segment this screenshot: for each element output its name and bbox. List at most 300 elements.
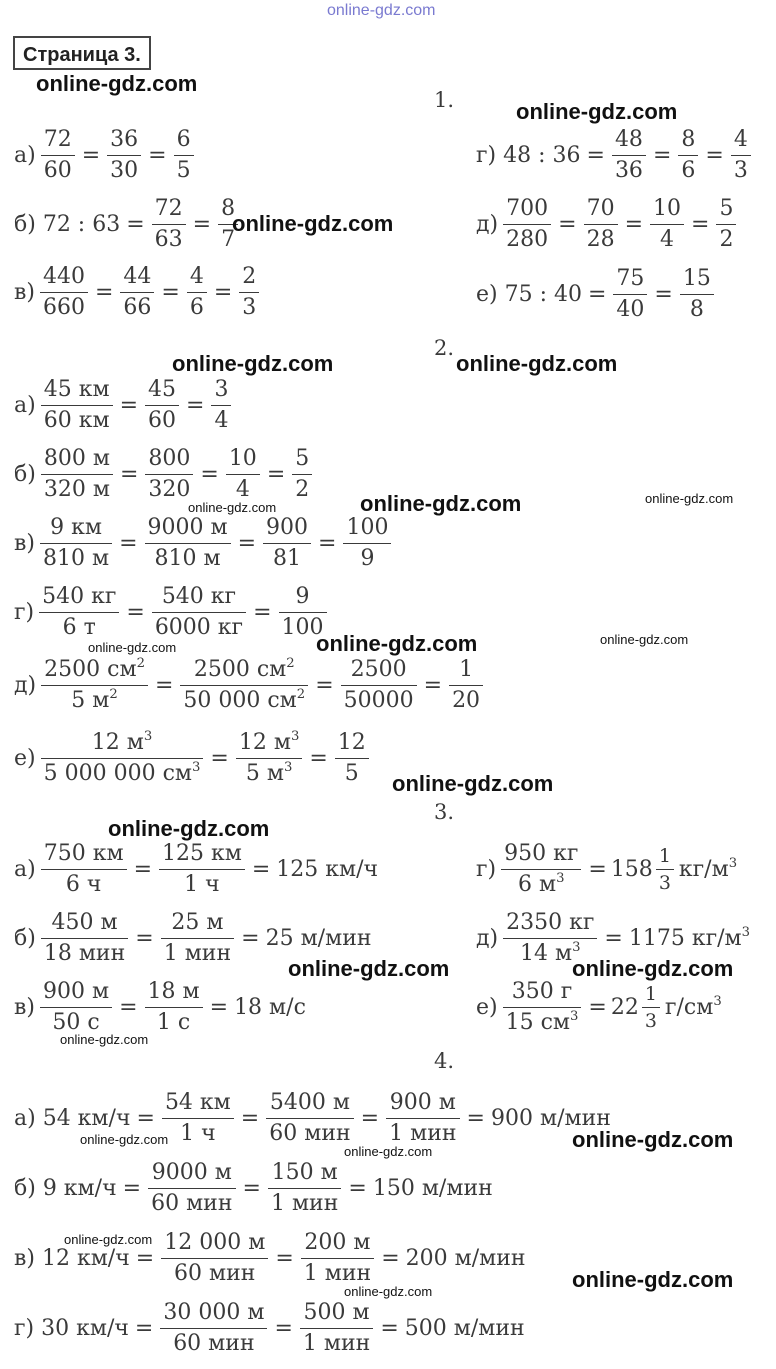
watermark: online-gdz.com	[456, 351, 618, 376]
fraction	[162, 1090, 234, 1147]
fraction	[120, 264, 154, 321]
denominator: 5 000 000 $см^3$	[41, 758, 204, 787]
task-label: г)	[476, 856, 497, 882]
numerator: 5400 м	[269, 1089, 350, 1115]
denominator: 66	[120, 292, 154, 321]
task1-e	[474, 264, 717, 324]
task-label: г)	[14, 599, 35, 625]
equals-sign: =	[586, 142, 605, 168]
denominator: 60 мин	[160, 1328, 267, 1357]
equals-sign: =	[213, 279, 233, 305]
denominator: 3	[656, 869, 674, 894]
fraction	[341, 657, 417, 714]
fraction	[152, 584, 246, 641]
fraction	[107, 127, 141, 184]
watermark: online-gdz.com	[392, 771, 554, 796]
page-label: Страница 3.	[13, 36, 151, 70]
denominator: 36	[612, 155, 646, 184]
task-label: а)	[14, 142, 36, 168]
task-label: д)	[476, 211, 499, 237]
denominator: 810 м	[145, 543, 231, 572]
equals-sign: =	[588, 856, 607, 882]
task-label: б)	[14, 925, 36, 951]
fraction	[40, 979, 112, 1036]
fraction	[160, 1300, 267, 1357]
task4-b	[12, 1158, 495, 1218]
expression-text: $г/см^3$	[664, 993, 722, 1020]
fraction	[41, 841, 127, 898]
watermark: online-gdz.com	[572, 956, 734, 981]
denominator: 50 000 $см^2$	[180, 685, 308, 714]
equals-sign: =	[253, 599, 272, 625]
numerator: 70	[586, 195, 615, 221]
numerator: 800	[148, 445, 191, 471]
watermark-small: online-gdz.com	[344, 1284, 433, 1299]
watermark: online-gdz.com	[172, 351, 334, 376]
numerator: 45	[148, 376, 176, 402]
numerator: 2500 $см^2$	[44, 655, 145, 682]
denominator: 1 ч	[159, 869, 245, 898]
denominator: 1 мин	[161, 938, 234, 967]
watermark: online-gdz.com	[516, 99, 678, 124]
equals-sign: =	[241, 925, 260, 951]
denominator: 6 $м^3$	[501, 869, 581, 898]
fraction	[145, 446, 193, 503]
fraction	[268, 1160, 341, 1217]
numerator: 72	[43, 126, 72, 152]
fraction	[41, 127, 75, 184]
numerator: 8	[221, 195, 236, 221]
fraction	[148, 1160, 235, 1217]
numerator: 440	[42, 263, 85, 289]
fraction	[650, 196, 684, 253]
fraction	[680, 266, 714, 323]
watermark-small: online-gdz.com	[344, 1144, 433, 1159]
numerator: 8	[681, 126, 696, 152]
fraction	[211, 377, 231, 434]
exponent: 3	[556, 870, 565, 886]
denominator: 60	[41, 155, 75, 184]
equals-sign: =	[119, 461, 139, 487]
equals-sign: =	[242, 1175, 261, 1201]
denominator: 50000	[341, 685, 417, 714]
task-label: в)	[14, 994, 35, 1020]
task-label: б) 9 км/ч	[14, 1175, 117, 1201]
numerator: 900 м	[42, 978, 110, 1004]
denominator: 50 с	[40, 1007, 112, 1036]
equals-sign: =	[192, 211, 212, 237]
task1-a	[12, 125, 197, 185]
expression-text: 900 м/мин	[490, 1105, 611, 1131]
watermark: online-gdz.com	[572, 1267, 734, 1292]
numerator: 25 м	[171, 909, 224, 935]
denominator: 1 мин	[268, 1188, 341, 1217]
denominator: 60 мин	[148, 1188, 235, 1217]
denominator: 810 м	[40, 543, 112, 572]
exponent: 2	[136, 655, 145, 671]
numerator: 9000 м	[151, 1159, 232, 1185]
task2-v	[12, 513, 394, 573]
numerator: 100	[346, 514, 389, 540]
task-label: б)	[14, 461, 36, 487]
fraction	[292, 446, 312, 503]
equals-sign: =	[94, 279, 114, 305]
denominator: 320 м	[41, 474, 113, 503]
fraction	[386, 1090, 459, 1147]
denominator: 60 км	[41, 405, 113, 434]
denominator: 60 мин	[266, 1118, 353, 1147]
watermark-small: online-gdz.com	[600, 632, 689, 647]
equals-sign: =	[652, 142, 672, 168]
exponent: 3	[728, 855, 738, 871]
denominator: 1 с	[145, 1007, 203, 1036]
denominator: 5 $м^2$	[41, 685, 148, 714]
fraction	[584, 196, 618, 253]
equals-sign: =	[210, 745, 229, 771]
equals-sign: =	[148, 142, 167, 168]
equals-sign: =	[186, 392, 205, 418]
denominator: 280	[503, 224, 551, 253]
denominator: 3	[642, 1007, 660, 1032]
denominator: 15 $см^3$	[503, 1007, 582, 1036]
denominator: 4	[211, 405, 231, 434]
exponent: 3	[572, 939, 581, 955]
equals-sign: =	[200, 461, 219, 487]
equals-sign: =	[136, 1105, 155, 1131]
numerator: 540 кг	[161, 583, 237, 609]
task-label: в)	[14, 530, 35, 556]
numerator: 700	[506, 195, 549, 221]
numerator: 45 км	[43, 376, 110, 402]
section-1-number: 1.	[434, 88, 455, 112]
equals-sign: =	[588, 994, 607, 1020]
fraction	[41, 377, 113, 434]
exponent: 2	[286, 655, 295, 671]
equals-sign: =	[135, 1245, 155, 1271]
site-header-watermark[interactable]: online-gdz.com	[327, 2, 436, 19]
equals-sign: =	[134, 1315, 154, 1341]
numerator: 9 км	[50, 514, 102, 540]
expression-text: 1175 $кг/м^3$	[628, 924, 751, 951]
numerator: 3	[214, 376, 229, 402]
denominator: 1 мин	[386, 1118, 459, 1147]
fraction	[41, 910, 128, 967]
fraction	[41, 730, 204, 787]
numerator: 900 м	[389, 1089, 456, 1115]
task3-e	[474, 977, 724, 1037]
denominator: 18 мин	[41, 938, 128, 967]
section-4-number: 4.	[434, 1049, 455, 1073]
equals-sign: =	[119, 530, 138, 556]
task-label: д)	[14, 672, 37, 698]
fraction	[239, 264, 259, 321]
equals-sign: =	[624, 211, 644, 237]
numerator: 750 км	[43, 840, 124, 866]
task-label: е) 75 : 40	[476, 281, 582, 307]
expression-text: $кг/м^3$	[678, 855, 738, 882]
numerator: 5	[295, 445, 310, 471]
denominator: 2	[292, 474, 312, 503]
equals-sign: =	[154, 672, 174, 698]
denominator: 7	[218, 224, 238, 253]
equals-sign: =	[126, 599, 145, 625]
watermark-small: online-gdz.com	[80, 1132, 169, 1147]
fraction	[161, 910, 234, 967]
fraction	[226, 446, 260, 503]
exponent: 2	[109, 686, 118, 702]
fraction	[716, 196, 736, 253]
watermark: online-gdz.com	[316, 631, 478, 656]
task1-v	[12, 262, 262, 322]
fraction	[187, 264, 207, 321]
denominator: 3	[731, 155, 751, 184]
equals-sign: =	[251, 856, 271, 882]
task1-g	[474, 125, 754, 185]
exponent: 3	[192, 759, 201, 775]
denominator: 9	[343, 543, 391, 572]
numerator: 1	[644, 982, 657, 1005]
numerator: 200 м	[304, 1229, 371, 1255]
watermark: online-gdz.com	[108, 816, 270, 841]
denominator: 6	[187, 292, 207, 321]
section-3-number: 3.	[434, 800, 455, 824]
denominator: 14 $м^3$	[503, 938, 597, 967]
numerator: 12 $м^3$	[91, 728, 153, 755]
denominator: 100	[279, 612, 327, 641]
task2-g	[12, 582, 330, 642]
fraction	[145, 377, 179, 434]
equals-sign: =	[240, 1105, 260, 1131]
denominator: 28	[584, 224, 618, 253]
denominator: 3	[239, 292, 259, 321]
numerator: 4	[189, 263, 204, 289]
numerator: 150 м	[271, 1159, 338, 1185]
fraction	[145, 515, 231, 572]
numerator: 950 кг	[504, 840, 579, 866]
denominator: 20	[449, 685, 483, 714]
numerator: 2	[242, 263, 257, 289]
numerator: 44	[123, 263, 152, 289]
denominator: 660	[40, 292, 88, 321]
equals-sign: =	[309, 745, 328, 771]
watermark: online-gdz.com	[288, 956, 450, 981]
equals-sign: =	[604, 925, 623, 951]
task1-d	[474, 194, 739, 254]
denominator: 6 ч	[41, 869, 127, 898]
task-label: е)	[14, 745, 36, 771]
denominator: 60	[145, 405, 179, 434]
numerator: 1	[658, 844, 671, 867]
fraction	[613, 266, 647, 323]
fraction	[449, 657, 483, 714]
equals-sign: =	[119, 994, 138, 1020]
equals-sign: =	[318, 530, 337, 556]
exponent: 3	[283, 759, 293, 775]
task1-b	[12, 194, 241, 254]
task2-b	[12, 444, 315, 504]
fraction	[266, 1090, 353, 1147]
numerator: 450 м	[51, 909, 118, 935]
denominator: 5	[335, 758, 369, 787]
numerator: 125 км	[162, 840, 242, 866]
denominator: 2	[716, 224, 736, 253]
fraction	[40, 515, 112, 572]
numerator: 12	[337, 729, 366, 755]
equals-sign: =	[81, 142, 101, 168]
numerator: 30 000 м	[163, 1299, 265, 1325]
denominator: 6	[678, 155, 698, 184]
task-label: е)	[476, 994, 498, 1020]
task-label: а)	[14, 856, 36, 882]
denominator: 8	[680, 294, 714, 323]
equals-sign: =	[275, 1245, 294, 1271]
fraction	[612, 127, 646, 184]
fraction	[731, 127, 751, 184]
expression-text: 200 м/мин	[405, 1245, 526, 1271]
equals-sign: =	[380, 1315, 399, 1341]
denominator: 5	[174, 155, 194, 184]
numerator: 5	[719, 195, 734, 221]
task3-a	[12, 839, 380, 899]
equals-sign: =	[466, 1105, 485, 1131]
fraction	[40, 264, 88, 321]
numerator: 9	[295, 583, 310, 609]
fraction	[41, 657, 148, 714]
numerator: 2500 $см^2$	[193, 655, 295, 682]
numerator: 72	[154, 195, 183, 221]
watermark-small: online-gdz.com	[645, 491, 734, 506]
numerator: 12 $м^3$	[238, 728, 300, 755]
numerator: 10	[228, 445, 257, 471]
task2-d	[12, 655, 486, 715]
denominator: 40	[613, 294, 647, 323]
equals-sign: =	[360, 1105, 380, 1131]
expression-text: 500 м/мин	[404, 1315, 525, 1341]
equals-sign: =	[237, 530, 257, 556]
numerator: 54 км	[164, 1089, 231, 1115]
fraction	[343, 515, 391, 572]
watermark: online-gdz.com	[360, 491, 522, 516]
section-2-number: 2.	[434, 336, 455, 360]
denominator: 320	[145, 474, 193, 503]
expression-text: 18 м/с	[234, 994, 306, 1020]
fraction	[503, 196, 551, 253]
numerator: 800 м	[43, 445, 110, 471]
numerator: 900	[266, 514, 309, 540]
numerator: 75	[616, 265, 645, 291]
expression-text: 125 км/ч	[276, 856, 379, 882]
equals-sign: =	[133, 856, 152, 882]
numerator: 2350 кг	[506, 909, 595, 935]
task2-a	[12, 375, 234, 435]
equals-sign: =	[315, 672, 334, 698]
task-label: б) 72 : 63	[14, 211, 121, 237]
numerator: 500 м	[303, 1299, 370, 1325]
equals-sign: =	[266, 461, 286, 487]
denominator: 1 мин	[300, 1328, 373, 1357]
numerator: 36	[110, 126, 139, 152]
fraction	[678, 127, 698, 184]
exponent: 3	[713, 993, 722, 1009]
fraction	[152, 196, 186, 253]
equals-sign: =	[705, 142, 724, 168]
denominator: 1 ч	[162, 1118, 234, 1147]
task2-e	[12, 728, 372, 788]
numerator: 2500	[350, 656, 407, 682]
numerator: 12 000 м	[164, 1229, 266, 1255]
task-label: г) 30 км/ч	[14, 1315, 129, 1341]
mixed-number: 22 $\frac{1}{3}$	[611, 983, 663, 1032]
mixed-number: 158 $\frac{1}{3}$	[611, 845, 677, 894]
watermark-small: online-gdz.com	[64, 1232, 153, 1247]
fraction	[503, 979, 582, 1036]
fraction	[301, 1230, 374, 1287]
equals-sign: =	[381, 1245, 400, 1271]
denominator: 5 $м^3$	[236, 758, 303, 787]
task-label: в) 12 км/ч	[14, 1245, 130, 1271]
fraction	[642, 983, 660, 1032]
watermark: online-gdz.com	[36, 71, 198, 96]
denominator: 1 мин	[301, 1258, 374, 1287]
watermark-small: online-gdz.com	[188, 500, 277, 515]
equals-sign: =	[209, 994, 229, 1020]
fraction	[501, 841, 581, 898]
watermark-small: online-gdz.com	[60, 1032, 149, 1047]
watermark: online-gdz.com	[572, 1127, 734, 1152]
task-label: а)	[14, 392, 36, 418]
numerator: 6	[176, 126, 191, 152]
exponent: 3	[570, 1008, 579, 1024]
expression-text: 25 м/мин	[265, 925, 372, 951]
equals-sign: =	[348, 1175, 367, 1201]
numerator: 9000 м	[147, 514, 228, 540]
numerator: 48	[614, 126, 643, 152]
task-label: г) 48 : 36	[476, 142, 581, 168]
task4-g	[12, 1298, 527, 1358]
denominator: 4	[650, 224, 684, 253]
task-label: а) 54 км/ч	[14, 1105, 131, 1131]
equals-sign: =	[161, 279, 180, 305]
denominator: 63	[152, 224, 186, 253]
fraction	[41, 446, 113, 503]
watermark: online-gdz.com	[232, 211, 394, 236]
denominator: 30	[107, 155, 141, 184]
numerator: 15	[682, 265, 711, 291]
fraction	[335, 730, 369, 787]
fraction	[180, 657, 308, 714]
denominator: 4	[226, 474, 260, 503]
task3-v	[12, 977, 308, 1037]
equals-sign: =	[122, 1175, 142, 1201]
equals-sign: =	[587, 281, 607, 307]
fraction	[145, 979, 203, 1036]
fraction	[159, 841, 245, 898]
task3-g	[474, 839, 739, 899]
denominator: 6000 кг	[152, 612, 246, 641]
equals-sign: =	[119, 392, 138, 418]
fraction	[263, 515, 311, 572]
fraction	[39, 584, 119, 641]
equals-sign: =	[691, 211, 710, 237]
numerator: 10	[653, 195, 682, 221]
fraction	[236, 730, 303, 787]
watermark-small: online-gdz.com	[88, 640, 177, 655]
denominator: 81	[263, 543, 311, 572]
fraction	[656, 845, 674, 894]
exponent: 2	[296, 686, 306, 702]
equals-sign: =	[135, 925, 154, 951]
numerator: 18 м	[147, 978, 200, 1004]
